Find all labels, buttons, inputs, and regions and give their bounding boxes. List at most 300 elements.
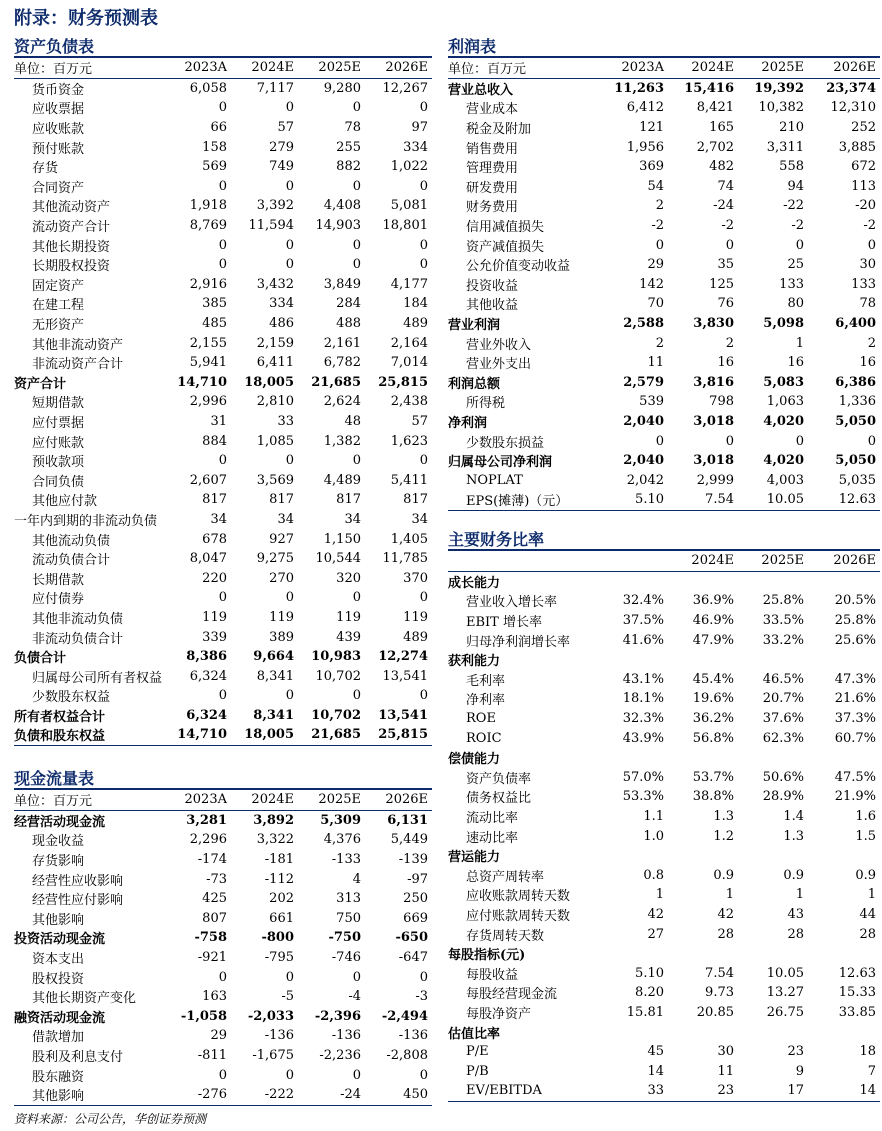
row-value: 8.20 (635, 985, 664, 1001)
page-title: 附录：财务预测表 (14, 8, 158, 29)
row-value: 47.3% (834, 671, 876, 687)
row-value: 158 (202, 139, 227, 155)
row-value: 1.1 (643, 809, 664, 825)
row-label: 长期股权投资 (32, 259, 111, 275)
row-label: 融资活动现金流 (14, 1010, 106, 1026)
row-value: 28.9% (762, 789, 804, 805)
row-value: 1,063 (766, 394, 804, 410)
row-label: 公允价值变动收益 (466, 259, 571, 275)
row-value: 10,983 (311, 649, 361, 665)
row-value: 1,623 (390, 433, 428, 449)
row-label: 经营活动现金流 (14, 814, 106, 830)
row-value: 18,801 (382, 218, 428, 234)
row-value: 2,999 (696, 472, 734, 488)
table-row (448, 353, 880, 373)
row-label: 合同负债 (32, 474, 85, 490)
table-row (14, 1085, 432, 1105)
row-value: 11,594 (248, 218, 294, 234)
table-row (448, 689, 880, 709)
row-label: 存货影响 (32, 854, 85, 870)
row-value: 125 (709, 276, 734, 292)
row-value: 0 (285, 688, 294, 704)
row-label: 应收票据 (32, 102, 85, 118)
row-value: 11 (717, 1063, 734, 1079)
row-label: 偿债能力 (448, 752, 501, 768)
row-value: 489 (403, 629, 428, 645)
row-label: 净利润 (448, 415, 488, 431)
row-value (808, 944, 880, 964)
row-value: 0.8 (643, 867, 664, 883)
row-label: 应付票据 (32, 415, 85, 431)
row-value: 1.3 (713, 809, 734, 825)
row-value: 46.9% (692, 613, 734, 629)
table-row (14, 830, 432, 850)
row-label: ROIC (466, 730, 502, 746)
table-row (448, 983, 880, 1003)
row-value: 5,050 (835, 413, 876, 429)
table-row (448, 431, 880, 451)
table-row (448, 768, 880, 788)
row-value: 94 (787, 178, 804, 194)
row-value: 0 (218, 237, 227, 253)
row-value: -174 (197, 852, 227, 868)
row-value: 817 (336, 492, 361, 508)
row-label: 税金及附加 (466, 122, 532, 138)
row-value: 16 (859, 355, 876, 371)
row-value (808, 748, 880, 768)
row-value (668, 748, 738, 768)
row-label: 其他流动负债 (32, 533, 111, 549)
table-row (14, 353, 432, 373)
row-value: 255 (336, 139, 361, 155)
table-row (14, 373, 432, 393)
table-row (14, 889, 432, 909)
table-row (448, 826, 880, 846)
row-value: 80 (787, 296, 804, 312)
row-value: 5,035 (838, 472, 876, 488)
row-value: 1,405 (390, 531, 428, 547)
row-value: 1.3 (783, 828, 804, 844)
table-row (448, 709, 880, 729)
row-label: 速动比率 (466, 830, 519, 846)
row-value: 43.9% (622, 730, 664, 746)
row-value: 5,449 (390, 832, 428, 848)
header-year: 2025E (298, 58, 365, 78)
row-value: 669 (403, 910, 428, 926)
row-value: 34 (411, 511, 428, 527)
row-value: 15.81 (626, 1004, 664, 1020)
row-value: 1,150 (323, 531, 361, 547)
row-value (808, 1022, 880, 1042)
row-value: 334 (403, 139, 428, 155)
row-value: 488 (336, 316, 361, 332)
row-value: 45 (647, 1044, 664, 1060)
row-value: 26.75 (766, 1004, 804, 1020)
table-row (448, 748, 880, 768)
row-value (668, 944, 738, 964)
row-value: 56.8% (692, 730, 734, 746)
row-value: 34 (210, 511, 227, 527)
row-value: -921 (197, 950, 227, 966)
row-value: 12.63 (838, 965, 876, 981)
row-value: -2 (863, 218, 876, 234)
row-value: 1,382 (323, 433, 361, 449)
row-value: 12,267 (382, 80, 428, 96)
row-value: 2 (655, 335, 664, 351)
row-label: ROE (466, 711, 496, 727)
row-value: 2,155 (189, 335, 227, 351)
table-row (14, 255, 432, 275)
table-row (448, 98, 880, 118)
row-label: 负债合计 (14, 651, 67, 667)
row-value: 798 (709, 394, 734, 410)
row-label: 信用减值损失 (466, 220, 545, 236)
row-value (738, 571, 808, 591)
header-year: 2026E (365, 58, 432, 78)
row-value: 18.1% (622, 691, 664, 707)
row-value: 0 (218, 688, 227, 704)
row-value (668, 1022, 738, 1042)
row-label: 归属母公司所有者权益 (32, 670, 163, 686)
ratios-title: 主要财务比率 (448, 527, 880, 551)
row-label: 短期借款 (32, 396, 85, 412)
row-value: 0 (218, 100, 227, 116)
table-row (14, 157, 432, 177)
row-value: 41.6% (622, 632, 664, 648)
table-row (14, 98, 432, 118)
table-row (448, 728, 880, 748)
row-value: 66 (210, 120, 227, 136)
row-value: 78 (859, 296, 876, 312)
row-value: 35 (717, 257, 734, 273)
row-value: 74 (717, 178, 734, 194)
table-row (448, 807, 880, 827)
table-row (448, 392, 880, 412)
row-value: 27 (647, 926, 664, 942)
row-value: 184 (403, 296, 428, 312)
row-value: 43 (787, 906, 804, 922)
row-label: 其他非流动资产 (32, 337, 124, 353)
table-row (14, 810, 432, 830)
row-value: -3 (415, 989, 428, 1005)
row-value: 0 (867, 433, 876, 449)
ratios-table (448, 551, 880, 1102)
row-value: -647 (398, 950, 428, 966)
row-value: 1,022 (390, 159, 428, 175)
row-value: 43.1% (622, 671, 664, 687)
row-value: 0.9 (783, 867, 804, 883)
row-value: 21,685 (311, 374, 361, 390)
row-label: 经营性应收影响 (32, 873, 124, 889)
row-value: 0 (419, 590, 428, 606)
row-value: 4 (352, 871, 361, 887)
row-value: 370 (403, 570, 428, 586)
table-row (14, 686, 432, 706)
table-row (448, 924, 880, 944)
row-value: 0 (867, 237, 876, 253)
table-row (448, 196, 880, 216)
row-value: 0 (795, 433, 804, 449)
row-value: 10,702 (315, 668, 361, 684)
row-label: 一年内到期的非流动负债 (14, 513, 158, 529)
row-value: 2,579 (623, 374, 664, 390)
row-value: 385 (202, 296, 227, 312)
row-value: 539 (639, 394, 664, 410)
header-year: 2023A (164, 58, 231, 78)
row-value: -2 (651, 218, 664, 234)
row-value: 4,020 (763, 453, 804, 469)
row-value: 750 (336, 910, 361, 926)
row-value (668, 571, 738, 591)
row-value: 807 (202, 910, 227, 926)
row-value: 53.3% (622, 789, 664, 805)
row-value (598, 1022, 668, 1042)
row-value: -1,675 (252, 1048, 294, 1064)
table-row (14, 1046, 432, 1066)
row-value: 12.63 (808, 490, 880, 510)
row-value: 7,014 (390, 355, 428, 371)
row-value: 1.6 (855, 809, 876, 825)
table-row (14, 470, 432, 490)
row-value: 0 (285, 1067, 294, 1083)
table-row (448, 1061, 880, 1081)
row-value: 485 (202, 316, 227, 332)
row-value: -811 (197, 1048, 227, 1064)
row-value (598, 846, 668, 866)
row-value: 927 (269, 531, 294, 547)
income-statement-panel (448, 34, 880, 511)
row-value: 18 (859, 1044, 876, 1060)
row-value: -746 (331, 950, 361, 966)
row-value: 6,058 (189, 80, 227, 96)
row-label: 所得税 (466, 396, 506, 412)
row-value: 25 (787, 257, 804, 273)
row-value: 0 (285, 178, 294, 194)
row-value: 48 (344, 413, 361, 429)
header-unit (448, 551, 598, 571)
row-value: 1,085 (256, 433, 294, 449)
row-value: -2,808 (386, 1048, 428, 1064)
row-value: 250 (403, 891, 428, 907)
row-label: 在建工程 (32, 298, 85, 314)
row-label: 流动比率 (466, 811, 519, 827)
row-value: 220 (202, 570, 227, 586)
row-value: 133 (779, 276, 804, 292)
row-value: 42 (717, 906, 734, 922)
row-value: 3,432 (256, 276, 294, 292)
row-label: P/E (466, 1044, 489, 1060)
row-value: 10,702 (311, 707, 361, 723)
table-row (448, 118, 880, 138)
row-label: 少数股东权益 (32, 690, 111, 706)
table-row (448, 650, 880, 670)
row-value: 30 (717, 1044, 734, 1060)
row-value: 313 (336, 891, 361, 907)
row-value: 486 (269, 316, 294, 332)
row-value: 6,400 (835, 316, 876, 332)
row-value (808, 846, 880, 866)
row-value (598, 571, 668, 591)
table-row (14, 196, 432, 216)
row-label: 资本支出 (32, 952, 85, 968)
row-value: -136 (398, 1028, 428, 1044)
row-value: 57 (411, 413, 428, 429)
row-label: 股东融资 (32, 1069, 85, 1085)
row-value: 23 (787, 1044, 804, 1060)
row-value: 1.0 (643, 828, 664, 844)
table-row (448, 275, 880, 295)
row-value: 2,042 (626, 472, 664, 488)
row-value: -181 (264, 852, 294, 868)
row-value: 0 (218, 590, 227, 606)
row-value: 1,918 (189, 198, 227, 214)
table-row (14, 235, 432, 255)
row-label: 毛利率 (466, 673, 506, 689)
row-label: 股权投资 (32, 971, 85, 987)
row-value: -4 (348, 989, 361, 1005)
row-value: 0.9 (713, 867, 734, 883)
row-value: 0 (352, 257, 361, 273)
row-value: 6,324 (189, 668, 227, 684)
row-value: 0 (285, 100, 294, 116)
table-row (14, 725, 432, 745)
row-value: 10.05 (766, 965, 804, 981)
row-value: 0 (352, 453, 361, 469)
row-value: -136 (264, 1028, 294, 1044)
row-value: 4,177 (390, 276, 428, 292)
table-row (448, 78, 880, 98)
row-label: 预付账款 (32, 141, 85, 157)
row-value: 33 (598, 1081, 668, 1101)
row-value: 4,003 (766, 472, 804, 488)
row-label: 股利及利息支付 (32, 1050, 124, 1066)
table-row (448, 905, 880, 925)
row-value: 2,164 (390, 335, 428, 351)
income-statement-table (448, 58, 880, 511)
row-label: P/B (466, 1063, 489, 1079)
row-value: 0 (419, 969, 428, 985)
table-row (448, 314, 880, 334)
row-value: 1 (655, 887, 664, 903)
row-value: 270 (269, 570, 294, 586)
table-header-row (448, 58, 880, 78)
table-header-row (448, 551, 880, 571)
row-value: 11 (647, 355, 664, 371)
row-value: 3,018 (693, 413, 734, 429)
row-value: 12,310 (830, 100, 876, 116)
row-value: 252 (851, 120, 876, 136)
row-value: 15.33 (838, 985, 876, 1001)
header-year: 2025E (298, 790, 365, 810)
table-row (448, 944, 880, 964)
row-value: 672 (851, 159, 876, 175)
row-value (598, 748, 668, 768)
row-value: 3,569 (256, 472, 294, 488)
table-row (14, 850, 432, 870)
header-year: 2024E (668, 58, 738, 78)
row-label: 应付账款周转天数 (466, 908, 571, 924)
row-label: 归属母公司净利润 (448, 455, 553, 471)
header-year: 2024E (668, 551, 738, 571)
row-value: -2 (721, 218, 734, 234)
header-year (598, 551, 668, 571)
row-value: 0 (655, 237, 664, 253)
table-row (14, 412, 432, 432)
row-value: 0.9 (855, 867, 876, 883)
row-value: 2 (725, 335, 734, 351)
table-row (448, 787, 880, 807)
row-value: 47.9% (692, 632, 734, 648)
row-value: 0 (218, 453, 227, 469)
table-row (448, 255, 880, 275)
row-value: 10,382 (758, 100, 804, 116)
row-value: 2,438 (390, 394, 428, 410)
row-value: 5,411 (390, 472, 428, 488)
row-value: 0 (352, 237, 361, 253)
row-value: 47.5% (834, 769, 876, 785)
row-label: EPS(摊薄)（元） (448, 490, 598, 510)
row-value: 60.7% (834, 730, 876, 746)
row-value: 882 (336, 159, 361, 175)
ratios-panel (448, 527, 880, 1102)
row-value (598, 944, 668, 964)
row-value: 37.6% (762, 711, 804, 727)
row-label: 无形资产 (32, 318, 85, 334)
row-value: 8,386 (186, 649, 227, 665)
row-label: 所有者权益合计 (14, 709, 106, 725)
row-value: 53.7% (692, 769, 734, 785)
row-value: 0 (725, 237, 734, 253)
row-label: 其他长期投资 (32, 239, 111, 255)
row-value: 119 (403, 609, 428, 625)
row-label: 其他长期资产变化 (32, 991, 137, 1007)
row-label: 营业成本 (466, 102, 519, 118)
table-row (448, 670, 880, 690)
table-row (14, 568, 432, 588)
row-value: -650 (395, 930, 428, 946)
row-value: 661 (269, 910, 294, 926)
row-value: 25.8% (762, 593, 804, 609)
row-value: 0 (419, 178, 428, 194)
row-value: 5.10 (598, 490, 668, 510)
row-label: 估值比率 (448, 1026, 501, 1042)
table-row (448, 216, 880, 236)
row-value: 13,541 (382, 668, 428, 684)
table-row (14, 588, 432, 608)
row-label: 经营性应付影响 (32, 893, 124, 909)
row-value: 23,374 (826, 80, 876, 96)
row-label: 少数股东损益 (466, 435, 545, 451)
row-value: 3,018 (693, 453, 734, 469)
row-value: 14 (808, 1081, 880, 1101)
table-row (14, 909, 432, 929)
row-value: 25,815 (365, 725, 432, 745)
row-value: 2,702 (696, 139, 734, 155)
table-header-row (14, 790, 432, 810)
row-label: NOPLAT (466, 472, 523, 488)
row-value: 70 (647, 296, 664, 312)
row-value: 0 (419, 453, 428, 469)
row-label: 每股收益 (466, 967, 519, 983)
row-value: 119 (336, 609, 361, 625)
cashflow-title: 现金流量表 (14, 766, 432, 790)
row-value: 1 (795, 335, 804, 351)
row-label: 存货 (32, 161, 59, 177)
row-value: 279 (269, 139, 294, 155)
row-value: 3,885 (838, 139, 876, 155)
row-value: 163 (202, 989, 227, 1005)
table-row (14, 118, 432, 138)
